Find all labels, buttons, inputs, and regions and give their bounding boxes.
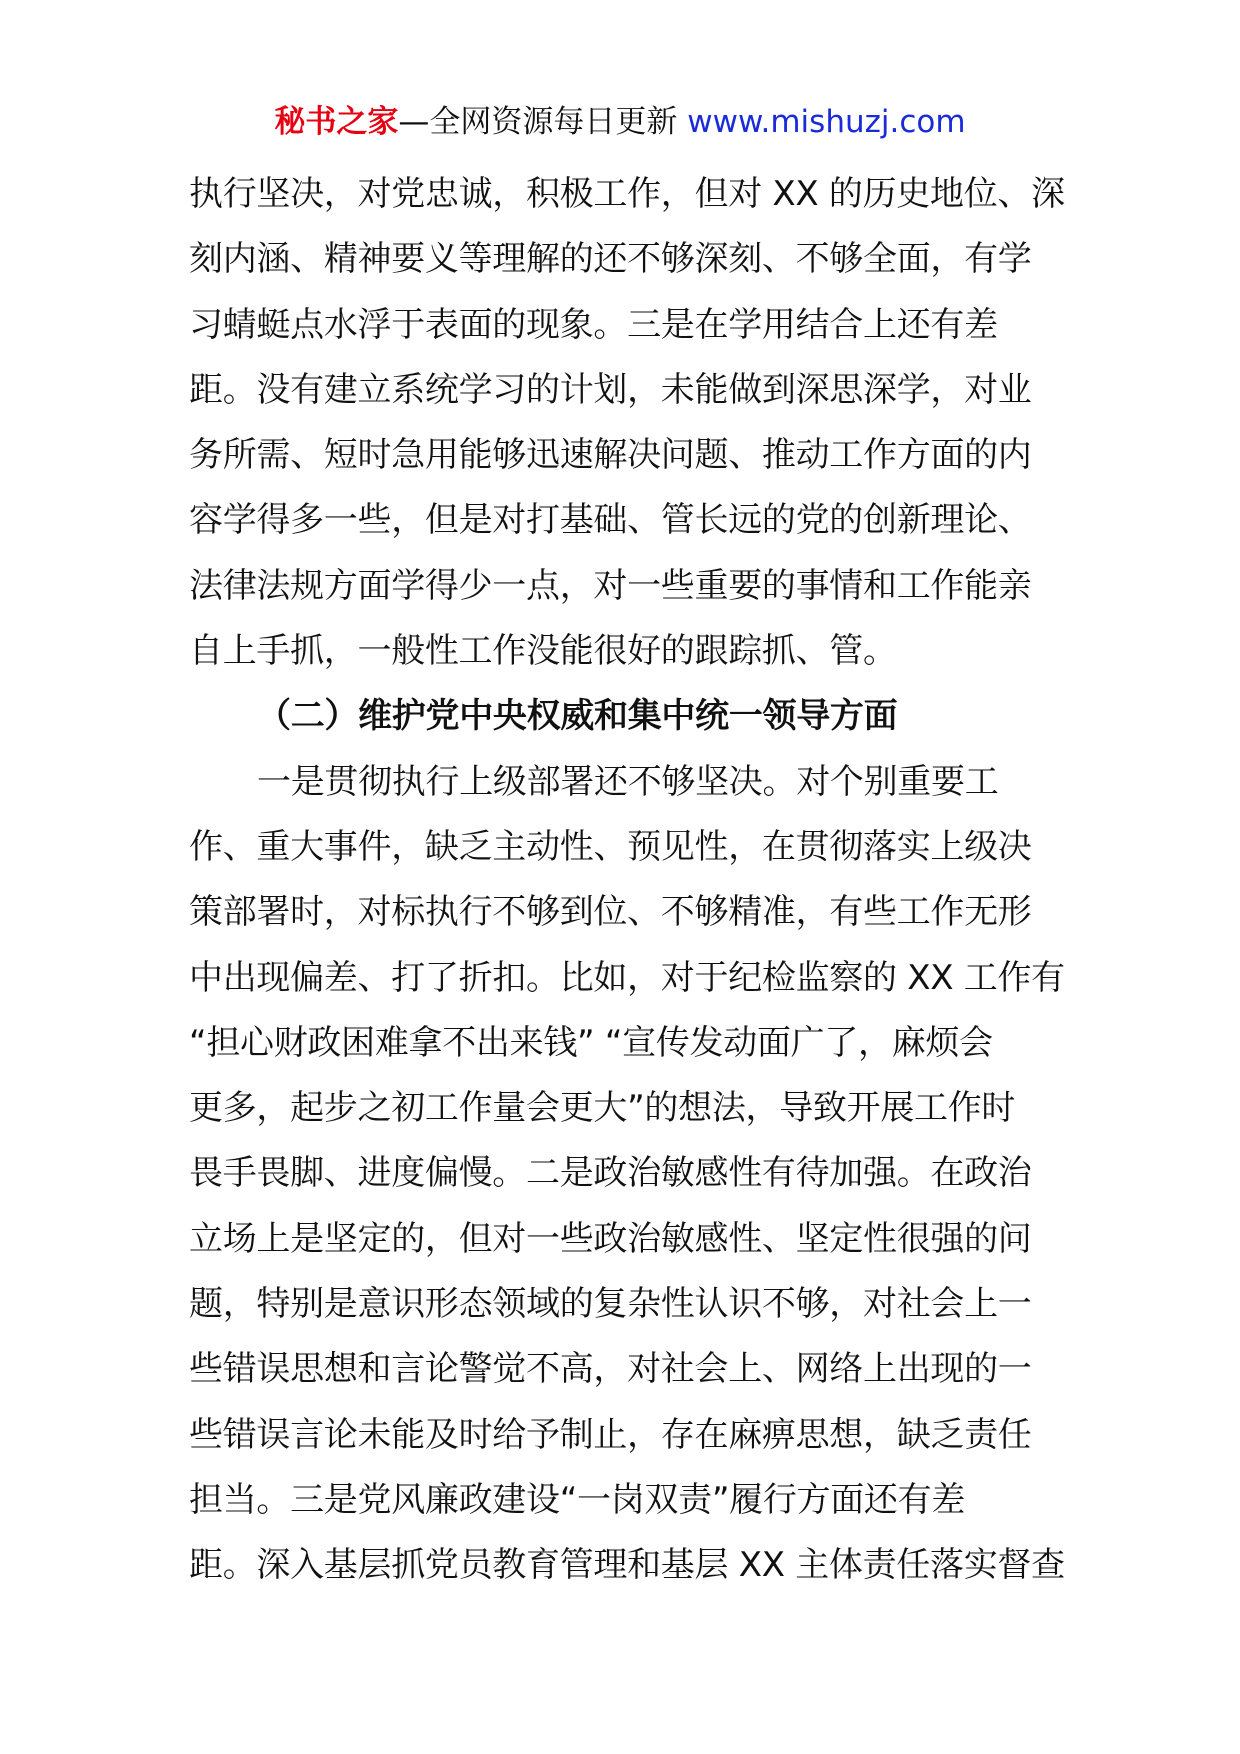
body-line: 些错误言论未能及时给予制止，存在麻痹思想，缺乏责任	[189, 1414, 1032, 1455]
body-line: 些错误思想和言论警觉不高，对社会上、网络上出现的一	[189, 1349, 1032, 1390]
body-line: 习蜻蜓点水浮于表面的现象。三是在学用结合上还有差	[189, 304, 998, 345]
body-line: 距。深入基层抓党员教育管理和基层 XX 主体责任落实督查	[189, 1545, 1065, 1586]
body-line: 策部署时，对标执行不够到位、不够精准，有些工作无形	[189, 892, 1032, 933]
header-tagline: —全网资源每日更新	[398, 104, 688, 140]
body-line: 务所需、短时急用能够迅速解决问题、推动工作方面的内	[189, 435, 1032, 476]
body-line: 容学得多一些，但是对打基础、管长远的党的创新理论、	[189, 500, 1032, 541]
body-line: 更多，起步之初工作量会更大”的想法，导致开展工作时	[189, 1088, 1016, 1129]
document-body	[189, 162, 1069, 1599]
body-line: 法律法规方面学得少一点，对一些重要的事情和工作能亲	[189, 565, 1032, 606]
body-line: 自上手抓，一般性工作没能很好的跟踪抓、管。	[189, 631, 897, 672]
paragraph-first-line: 一是贯彻执行上级部署还不够坚决。对个别重要工	[257, 761, 999, 802]
body-line: 担当。三是党风廉政建设“一岗双责”履行方面还有差	[189, 1479, 966, 1520]
body-line: 执行坚决，对党忠诚，积极工作，但对 XX 的历史地位、深	[189, 174, 1065, 214]
body-line: 作、重大事件，缺乏主动性、预见性，在贯彻落实上级决	[189, 826, 1032, 867]
page-header	[0, 100, 1240, 144]
site-url-link[interactable]: www.mishuzj.com	[687, 104, 966, 140]
section-heading: （二）维护党中央权威和集中统一领导方面	[257, 696, 898, 737]
body-line: “担心财政困难拿不出来钱” “宣传发动面广了，麻烦会	[189, 1022, 993, 1063]
body-line: 题，特别是意识形态领域的复杂性认识不够，对社会上一	[189, 1284, 1032, 1325]
body-line: 中出现偏差、打了折扣。比如，对于纪检监察的 XX 工作有	[189, 957, 1065, 998]
body-line: 距。没有建立系统学习的计划，未能做到深思深学，对业	[189, 369, 1032, 410]
brand-name: 秘书之家	[274, 104, 399, 140]
body-line: 畏手畏脚、进度偏慢。二是政治敏感性有待加强。在政治	[189, 1153, 1032, 1194]
body-line: 刻内涵、精神要义等理解的还不够深刻、不够全面，有学	[189, 239, 1032, 280]
body-line: 立场上是坚定的，但对一些政治敏感性、坚定性很强的问	[189, 1218, 1032, 1259]
